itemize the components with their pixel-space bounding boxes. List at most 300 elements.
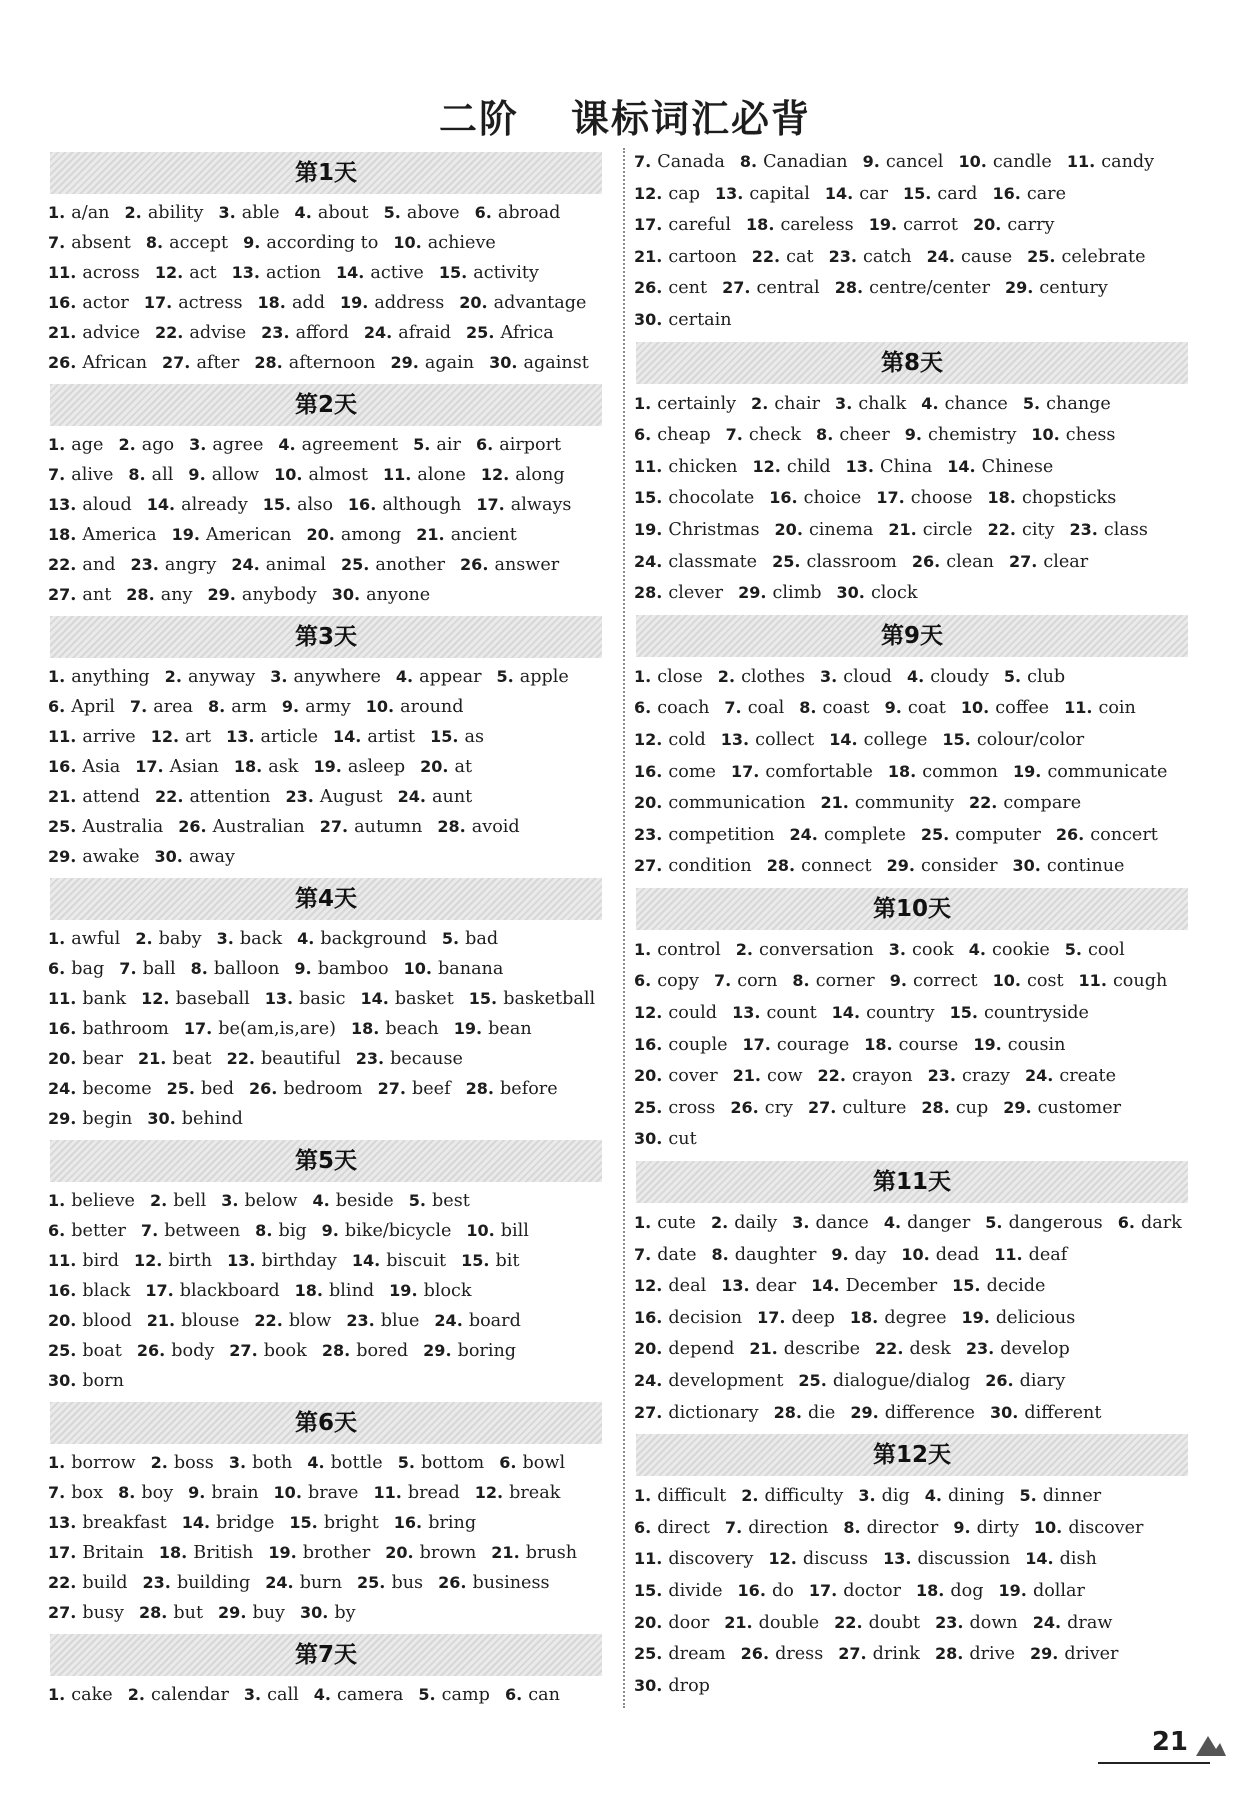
entry-number: 8 (208, 697, 220, 716)
entry-number: 20 (972, 215, 996, 235)
entry-word: bring (428, 1513, 477, 1533)
entry-word: dining (948, 1486, 1005, 1507)
vocab-entry (217, 929, 283, 949)
entry-word: after (196, 353, 240, 373)
vocab-entry (48, 1049, 123, 1069)
entry-word: drink (872, 1644, 920, 1665)
entry-number: 27 (229, 1341, 252, 1360)
entry-separator: . (991, 792, 998, 814)
entry-separator: . (746, 938, 754, 960)
entry-word: brave (307, 1483, 359, 1503)
entry-number: 15 (262, 495, 286, 514)
vocab-entry (48, 1019, 169, 1039)
vocab-line (48, 1306, 606, 1336)
vocab-entry (48, 435, 103, 455)
entry-number: 30 (634, 1129, 657, 1149)
entry-number: 25 (357, 1573, 380, 1592)
vocab-entry (634, 1308, 742, 1328)
entry-separator: . (181, 1542, 188, 1563)
entry-word: cost (1027, 971, 1064, 992)
entry-word: cold (668, 729, 706, 750)
vocab-entry (430, 727, 484, 747)
entry-separator: . (957, 1611, 964, 1633)
entry-number: 8 (843, 1517, 855, 1537)
vocab-entry (820, 793, 954, 813)
entry-number: 14 (811, 1276, 834, 1296)
vocab-entry (1013, 762, 1167, 782)
entry-separator: . (850, 245, 857, 267)
vocab-entry (774, 1403, 836, 1423)
vocab-entry (834, 1613, 920, 1633)
entry-word: anyone (366, 585, 431, 605)
vocab-entry (634, 1098, 715, 1118)
entry-separator: . (1078, 823, 1085, 845)
entry-number: 21 (416, 525, 439, 544)
vocab-entry (1013, 856, 1125, 876)
entry-number: 13 (48, 495, 71, 514)
entry-word: class (1103, 519, 1148, 540)
entry-separator: . (169, 1108, 176, 1129)
entry-separator: . (872, 1401, 879, 1423)
entry-separator: . (744, 277, 751, 299)
entry-separator: . (897, 1338, 904, 1360)
vocab-entry (928, 1066, 1010, 1086)
entry-number: 26 (48, 353, 71, 372)
entry-number: 17 (183, 1019, 207, 1038)
entry-number: 20 (459, 293, 482, 312)
vocab-entry (229, 1341, 307, 1361)
vocab-line (48, 1568, 606, 1598)
entry-separator: . (831, 1579, 838, 1601)
triangle-logo-icon (1194, 1732, 1228, 1758)
entry-word: awful (71, 929, 121, 949)
entry-word: cause (961, 246, 1013, 267)
entry-separator: . (199, 464, 206, 485)
entry-word: chance (944, 393, 1008, 414)
entry-number: 9 (243, 233, 255, 252)
right-column (634, 146, 1194, 1701)
vocab-entry (1004, 667, 1065, 687)
entry-separator: . (206, 1018, 213, 1039)
entry-separator: . (746, 1611, 753, 1633)
entry-number: 17 (143, 293, 167, 312)
entry-number: 18 (350, 1019, 374, 1038)
vocab-entry (711, 1213, 777, 1233)
entry-word: develop (1000, 1339, 1070, 1360)
entry-number: 5 (1019, 1486, 1031, 1506)
entry-word: blouse (181, 1311, 240, 1331)
entry-number: 12 (150, 727, 173, 746)
entry-word: climb (772, 583, 822, 604)
entry-word: arm (231, 697, 267, 717)
vocab-entry (792, 1213, 869, 1233)
vocab-entry (858, 1486, 909, 1506)
entry-word: discovery (668, 1549, 754, 1570)
entry-separator: . (318, 1452, 325, 1473)
entry-word: but (173, 1603, 204, 1623)
entry-separator: . (762, 392, 769, 414)
entry-word: development (668, 1371, 784, 1391)
vocab-entry (141, 1221, 240, 1241)
vocab-entry (336, 263, 424, 283)
entry-separator: . (199, 1482, 206, 1503)
entry-number: 11 (48, 727, 71, 746)
entry-number: 20 (48, 1311, 71, 1330)
entry-word: above (406, 203, 460, 223)
entry-word: complete (823, 824, 906, 845)
entry-word: aunt (432, 787, 473, 807)
entry-number: 4 (883, 1213, 895, 1233)
vocab-entry (398, 1453, 485, 1473)
vocab-entry (307, 525, 402, 545)
vocab-entry (634, 793, 805, 813)
entry-word: cartoon (668, 246, 737, 267)
entry-separator: . (135, 202, 142, 223)
vocab-line (634, 482, 1194, 514)
entry-word: cake (71, 1685, 113, 1705)
vocab-entry (999, 1581, 1085, 1601)
vocab-entry (312, 1191, 393, 1211)
vocab-entry (126, 585, 192, 605)
vocab-entry (994, 1245, 1067, 1265)
entry-number: 23 (935, 1612, 958, 1632)
entry-number: 6 (499, 1453, 511, 1472)
entry-word: depend (668, 1339, 735, 1360)
entry-separator: . (656, 245, 663, 267)
entry-separator: . (59, 958, 66, 979)
vocab-entry (634, 940, 721, 960)
entry-number: 26 (460, 555, 483, 574)
entry-word: blood (82, 1311, 132, 1331)
entry-separator: . (254, 232, 261, 253)
vocab-entry (985, 1213, 1102, 1233)
entry-separator: . (964, 728, 971, 750)
entry-separator: . (138, 1684, 145, 1705)
entry-word: chess (1065, 425, 1116, 446)
entry-separator: . (790, 1548, 797, 1570)
entry-word: door (668, 1612, 710, 1633)
entry-word: bill (500, 1221, 529, 1241)
entry-word: cup (955, 1097, 989, 1118)
entry-number: 16 (634, 761, 657, 781)
vocab-entry (969, 940, 1050, 960)
entry-word: capital (749, 183, 810, 204)
entry-number: 10 (273, 1483, 296, 1502)
entry-separator: . (415, 232, 422, 253)
entry-separator: . (1009, 487, 1016, 509)
entry-number: 22 (751, 246, 775, 266)
entry-separator: . (70, 1048, 77, 1069)
entry-separator: . (204, 1512, 211, 1533)
entry-number: 24 (926, 246, 949, 266)
vocab-entry (634, 1035, 728, 1055)
entry-separator: . (452, 726, 459, 747)
vocab-entry (285, 787, 382, 807)
entry-word: discuss (802, 1549, 869, 1570)
entry-number: 5 (383, 203, 395, 222)
entry-number: 29 (886, 856, 909, 876)
vocab-line (634, 1270, 1194, 1302)
entry-separator: . (146, 928, 153, 949)
vocab-entry (48, 959, 104, 979)
entry-separator: . (645, 1212, 652, 1234)
vocab-entry (912, 552, 994, 572)
entry-number: 3 (228, 1453, 240, 1472)
entry-separator: . (253, 554, 260, 575)
vocab-entry (741, 1644, 824, 1664)
entry-word: car (859, 183, 889, 204)
entry-separator: . (890, 214, 898, 236)
entry-word: chair (774, 393, 821, 414)
entry-separator: . (229, 584, 236, 605)
entry-number: 30 (331, 585, 354, 604)
vocab-entry (905, 425, 1017, 445)
entry-separator: . (979, 938, 986, 960)
entry-word: clock (870, 583, 918, 604)
entry-word: blue (380, 1311, 420, 1331)
entry-separator: . (656, 1002, 663, 1024)
entry-number: 13 (48, 1513, 71, 1532)
entry-separator: . (513, 1542, 520, 1563)
entry-word: American (206, 525, 292, 545)
entry-number: 23 (285, 787, 308, 806)
vocab-entry (740, 152, 848, 172)
entry-number: 16 (634, 1034, 657, 1054)
entry-word: African (82, 353, 148, 373)
vocab-entry (48, 697, 115, 717)
entry-number: 20 (306, 525, 329, 544)
entry-word: common (922, 761, 999, 782)
entry-separator: . (503, 464, 510, 485)
entry-number: 10 (365, 697, 388, 716)
entry-separator: . (964, 1516, 971, 1538)
entry-word: count (766, 1003, 817, 1024)
entry-separator: . (141, 696, 148, 717)
entry-number: 16 (48, 293, 71, 312)
entry-separator: . (70, 1542, 77, 1563)
vocab-entry (307, 1453, 382, 1473)
entry-number: 12 (752, 456, 775, 476)
entry-separator: . (728, 665, 736, 687)
vocab-line (48, 692, 606, 722)
vocab-entry (1056, 825, 1158, 845)
entry-number: 2 (717, 666, 729, 686)
entry-word: care (1026, 183, 1067, 204)
entry-word: cheer (839, 425, 890, 446)
entry-separator: . (645, 697, 652, 719)
vocab-entry (351, 1019, 439, 1039)
entry-number: 7 (48, 1483, 60, 1502)
entry-number: 18 (987, 488, 1010, 508)
vocab-entry (942, 730, 1084, 750)
vocab-entry (184, 1019, 336, 1039)
entry-word: agree (212, 435, 264, 455)
entry-number: 7 (634, 152, 646, 171)
entry-number: 21 (820, 793, 843, 813)
entry-separator: . (251, 1340, 258, 1361)
entry-number: 2 (164, 667, 176, 686)
vocab-entry (769, 488, 861, 508)
entry-word: bell (173, 1191, 207, 1211)
vocab-entry (119, 959, 175, 979)
entry-number: 29 (218, 1603, 241, 1622)
entry-separator: . (164, 1572, 171, 1593)
entry-word: any (160, 585, 193, 605)
entry-word: cry (764, 1097, 793, 1118)
vocab-entry (476, 495, 571, 515)
vocab-entry (888, 762, 998, 782)
vocab-entry (634, 667, 703, 687)
entry-number: 4 (313, 1685, 325, 1704)
entry-word: careful (668, 215, 732, 236)
entry-word: afraid (398, 323, 452, 343)
entry-separator: . (737, 182, 744, 204)
entry-number: 24 (397, 787, 420, 806)
entry-number: 20 (634, 793, 657, 813)
vocab-entry (207, 585, 316, 605)
vocab-entry (391, 353, 475, 373)
vocab-entry (208, 697, 267, 717)
entry-separator: . (201, 958, 208, 979)
vocab-entry (768, 1549, 868, 1569)
vocab-entry (808, 1098, 906, 1118)
entry-word: blackboard (179, 1281, 280, 1301)
entry-separator: . (485, 202, 492, 223)
entry-word: answer (494, 555, 560, 575)
entry-separator: . (507, 666, 514, 687)
entry-separator: . (70, 1078, 77, 1099)
entry-word: America (82, 525, 157, 545)
entry-separator: . (59, 202, 66, 223)
entry-separator: . (923, 1243, 930, 1265)
entry-separator: . (70, 816, 77, 837)
entry-number: 2 (735, 939, 747, 959)
entry-number: 10 (274, 465, 297, 484)
entry-word: agreement (301, 435, 399, 455)
vocab-line (48, 1276, 606, 1306)
entry-number: 25 (1027, 246, 1050, 266)
entry-word: bowl (522, 1453, 566, 1473)
vocab-entry (234, 757, 299, 777)
entry-separator: . (429, 1684, 436, 1705)
entry-separator: . (175, 666, 182, 687)
entry-number: 8 (799, 698, 811, 718)
entry-word: advise (189, 323, 247, 343)
entry-number: 24 (634, 1371, 657, 1390)
entry-separator: . (858, 582, 865, 604)
entry-number: 10 (393, 233, 416, 252)
entry-separator: . (129, 434, 136, 455)
entry-number: 16 (48, 1019, 71, 1038)
entry-number: 20 (634, 1066, 657, 1086)
vocab-line (48, 318, 606, 348)
entry-word: decide (986, 1276, 1046, 1297)
entry-number: 14 (947, 456, 970, 476)
entry-number: 20 (420, 757, 443, 776)
vocab-line (634, 1123, 1194, 1155)
entry-separator: . (59, 666, 66, 687)
entry-word: clean (946, 551, 994, 572)
entry-word: around (400, 697, 464, 717)
entry-number: 27 (377, 1079, 400, 1098)
entry-number: 15 (468, 989, 492, 1008)
entry-word: alive (71, 465, 114, 485)
entry-separator: . (405, 464, 412, 485)
entry-separator: . (872, 1306, 879, 1328)
entry-number: 16 (737, 1580, 760, 1600)
vocab-entry (191, 959, 280, 979)
day-header: 第7天 (50, 1634, 602, 1676)
footer-rule (1098, 1762, 1210, 1764)
entry-word: come (668, 761, 716, 782)
entry-number: 6 (48, 1221, 60, 1240)
entry-separator: . (279, 292, 286, 313)
entry-separator: . (803, 1212, 810, 1234)
entry-separator: . (322, 1602, 329, 1623)
entry-separator: . (295, 1482, 302, 1503)
entry-word: best (432, 1191, 470, 1211)
entry-word: born (82, 1371, 125, 1391)
entry-separator: . (1047, 1548, 1054, 1570)
entry-number: 5 (418, 1685, 430, 1704)
entry-separator: . (925, 182, 932, 204)
entry-word: degree (884, 1307, 947, 1328)
vocab-entry (988, 520, 1055, 540)
vocab-entry (798, 1371, 970, 1391)
entry-number: 16 (48, 757, 71, 776)
entry-number: 27 (162, 353, 185, 372)
entry-separator: . (353, 584, 361, 605)
entry-number: 15 (903, 183, 926, 203)
entry-word: clever (668, 583, 724, 604)
entry-word: discover (1068, 1517, 1144, 1538)
entry-separator: . (200, 816, 207, 837)
vocab-entry (437, 817, 519, 837)
entry-separator: . (157, 756, 164, 777)
entry-separator: . (645, 1243, 652, 1265)
entry-separator: . (488, 322, 495, 343)
entry-number: 11 (1078, 971, 1101, 991)
vocab-entry (889, 940, 954, 960)
vocab-entry (282, 697, 351, 717)
entry-word: dead (935, 1244, 980, 1265)
entry-word: bear (82, 1049, 123, 1069)
entry-word: dig (881, 1486, 910, 1507)
vocab-entry (969, 793, 1081, 813)
entry-number: 28 (834, 278, 857, 298)
entry-separator: . (656, 1611, 663, 1633)
entry-separator: . (1086, 697, 1093, 719)
entry-number: 8 (792, 971, 804, 991)
vocab-entry (48, 555, 116, 575)
entry-separator: . (1009, 518, 1016, 540)
entry-separator: . (412, 352, 419, 373)
entry-number: 16 (48, 1281, 71, 1300)
entry-separator: . (370, 494, 377, 515)
vocab-entry (1023, 394, 1111, 414)
entry-word: condition (668, 856, 752, 877)
entry-separator: . (846, 392, 853, 414)
entry-separator: . (847, 182, 854, 204)
vocab-entry (404, 959, 504, 979)
entry-number: 6 (504, 1685, 517, 1704)
entry-separator: . (59, 928, 66, 949)
entry-separator: . (59, 434, 66, 455)
stage-label: 二阶 (438, 97, 519, 141)
entry-word: coffee (995, 698, 1050, 719)
entry-separator: . (70, 1340, 77, 1361)
entry-word: daughter (734, 1244, 817, 1265)
